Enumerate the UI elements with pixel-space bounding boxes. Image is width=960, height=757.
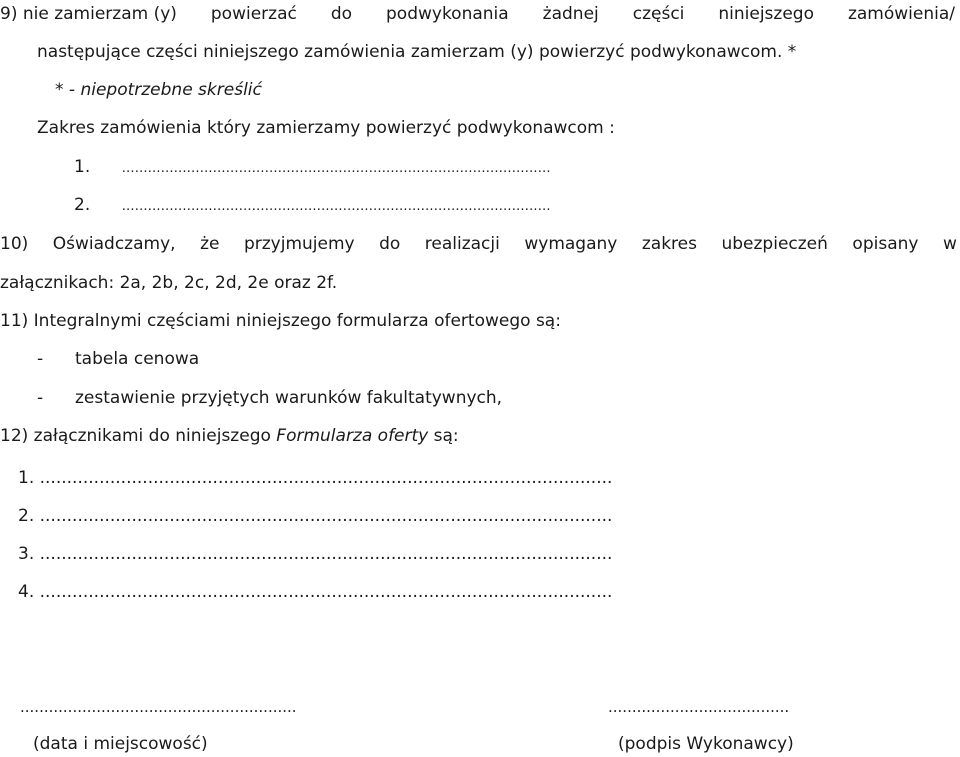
item11-heading: 11) Integralnymi częściami niniejszego formularza ofertowego są: [0, 311, 561, 331]
bullet-text: tabela cenowa [75, 349, 200, 369]
scope-item-dots: ……………………………………………………………………………………… [121, 161, 551, 176]
strike-note: * - niepotrzebne skreślić [55, 80, 262, 100]
item9-word: żadnej [542, 4, 599, 24]
item10-word: realizacji [424, 234, 500, 254]
item12-italic-title: Formularza oferty [276, 426, 429, 446]
item10-word: do [379, 234, 401, 254]
item11-bullet [37, 348, 200, 370]
item9-word: części [632, 4, 685, 24]
scope-item-1 [74, 156, 551, 180]
item10-word: Oświadczamy, [52, 234, 176, 254]
attachment-line: 2. .......................................................................................................... [18, 506, 613, 526]
item10-word: że [200, 234, 220, 254]
item9-word: niniejszego [718, 4, 814, 24]
scope-item-number: 1. [74, 157, 91, 177]
bullet-text: zestawienie przyjętych warunków fakultatywnych, [75, 388, 503, 408]
bullet-dash: - [37, 349, 44, 369]
item11-bullet [37, 387, 503, 409]
item10-word: przyjmujemy [243, 234, 355, 254]
item12-heading [0, 425, 459, 447]
item10-line1 [0, 233, 957, 255]
item10-word: ubezpieczeń [721, 234, 828, 254]
item10-word: wymagany [524, 234, 618, 254]
item9-word: podwykonania [386, 4, 509, 24]
signature-label: (podpis Wykonawcy) [618, 734, 794, 754]
item9-word: powierzać [210, 4, 297, 24]
item9-line1 [0, 3, 955, 25]
scope-item-2 [74, 194, 551, 218]
date-place-label: (data i miejscowość) [33, 734, 208, 754]
attachment-line: 1. .......................................................................................................... [18, 468, 613, 488]
item10-line2: załącznikach: 2a, 2b, 2c, 2d, 2e oraz 2f. [0, 273, 338, 293]
scope-item-number: 2. [74, 195, 91, 215]
attachment-line: 3. .......................................................................................................... [18, 544, 613, 564]
scope-item-dots: ……………………………………………………………………………………… [121, 199, 551, 214]
date-place-dots: .......................................................... [20, 698, 297, 716]
scope-label: Zakres zamówienia który zamierzamy powierzyć podwykonawcom : [37, 118, 615, 138]
item10-word: zakres [641, 234, 697, 254]
attachment-line: 4. .......................................................................................................... [18, 582, 613, 602]
item9-word: do [330, 4, 353, 24]
item12-suffix: są: [428, 426, 459, 446]
item12-prefix: 12) załącznikami do niniejszego [0, 426, 277, 446]
item9-line2: następujące części niniejszego zamówienia zamierzam (y) powierzyć podwykonawcom. * [37, 42, 797, 62]
item10-word: 10) [0, 234, 29, 254]
item10-word: opisany [852, 234, 919, 254]
bullet-dash: - [37, 388, 44, 408]
item9-word: zamówienia/ [847, 4, 955, 24]
item9-word: 9) nie zamierzam (y) [0, 4, 177, 24]
item10-word: w [942, 234, 957, 254]
signature-dots: ...................................... [608, 698, 790, 716]
